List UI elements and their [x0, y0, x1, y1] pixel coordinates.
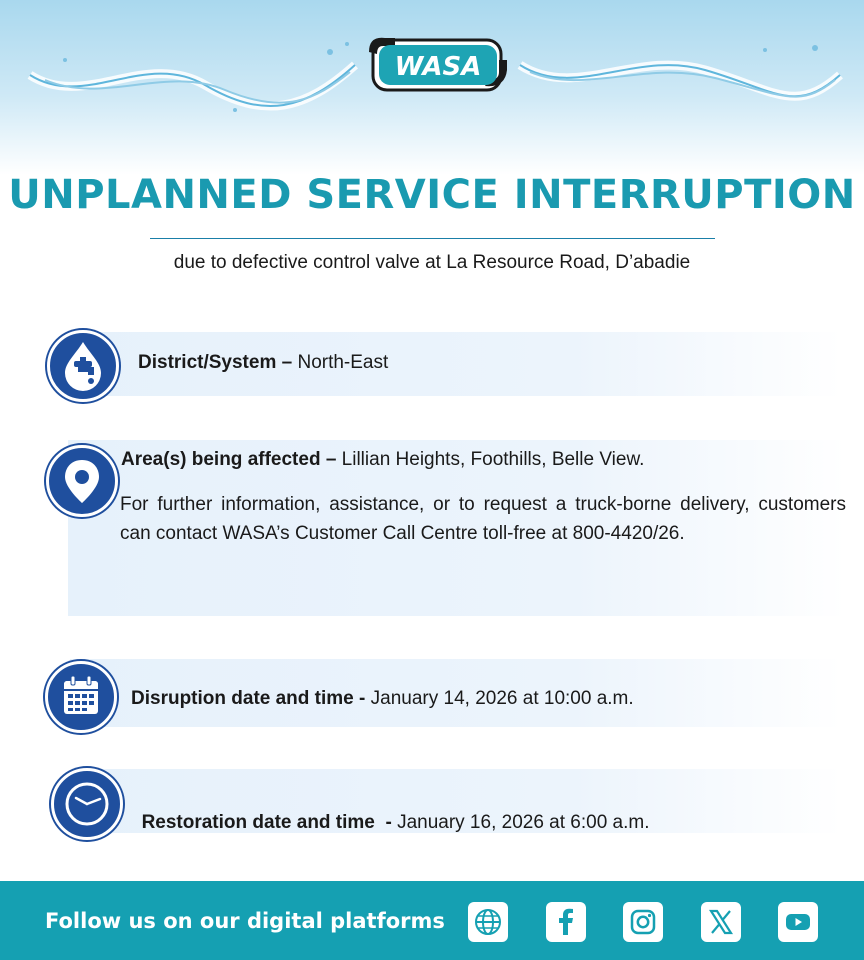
wasa-logo: [365, 30, 513, 105]
district-label: District/System: [138, 352, 277, 373]
restoration-value: January 16, 2026 at 6:00 a.m.: [397, 812, 650, 833]
district-separator: –: [276, 352, 298, 373]
svg-text:WASA: WASA: [394, 52, 482, 82]
area-label: Area(s) being affected: [121, 449, 321, 470]
location-pin-icon: [46, 445, 118, 517]
footer-bar: [0, 881, 864, 960]
facebook-icon[interactable]: [546, 902, 586, 942]
restoration-line: [131, 790, 650, 834]
youtube-icon[interactable]: [778, 902, 818, 942]
x-icon[interactable]: [701, 902, 741, 942]
water-splash-left-icon: [25, 30, 365, 125]
contact-info-text: For further information, assistance, or to request a truck-borne delivery, customers can contact WASA’s Customer Call Centre toll-free at 800-4420/26.: [120, 494, 846, 544]
area-value: Lillian Heights, Foothills, Belle View.: [341, 449, 645, 470]
district-value: North-East: [297, 352, 389, 373]
restoration-label: Restoration date and time: [141, 812, 375, 833]
restoration-separator: -: [374, 812, 398, 833]
subtitle: due to defective control valve at La Resource Road, D’abadie: [173, 252, 691, 273]
website-icon[interactable]: [468, 902, 508, 942]
disruption-line: [131, 688, 634, 710]
calendar-icon: [45, 661, 117, 733]
clock-icon: [51, 768, 123, 840]
disruption-separator: -: [353, 688, 371, 709]
area-separator: –: [320, 449, 342, 470]
district-line: [138, 352, 388, 374]
disruption-label: Disruption date and time: [131, 688, 354, 709]
page-title: UNPLANNED SERVICE INTERRUPTION: [8, 172, 856, 218]
instagram-icon[interactable]: [623, 902, 663, 942]
water-tap-icon: [47, 330, 119, 402]
footer-text: Follow us on our digital platforms: [45, 909, 445, 933]
water-splash-right-icon: [515, 30, 845, 125]
area-line: [121, 449, 644, 471]
title-divider: [150, 238, 715, 239]
disruption-value: January 14, 2026 at 10:00 a.m.: [370, 688, 634, 709]
